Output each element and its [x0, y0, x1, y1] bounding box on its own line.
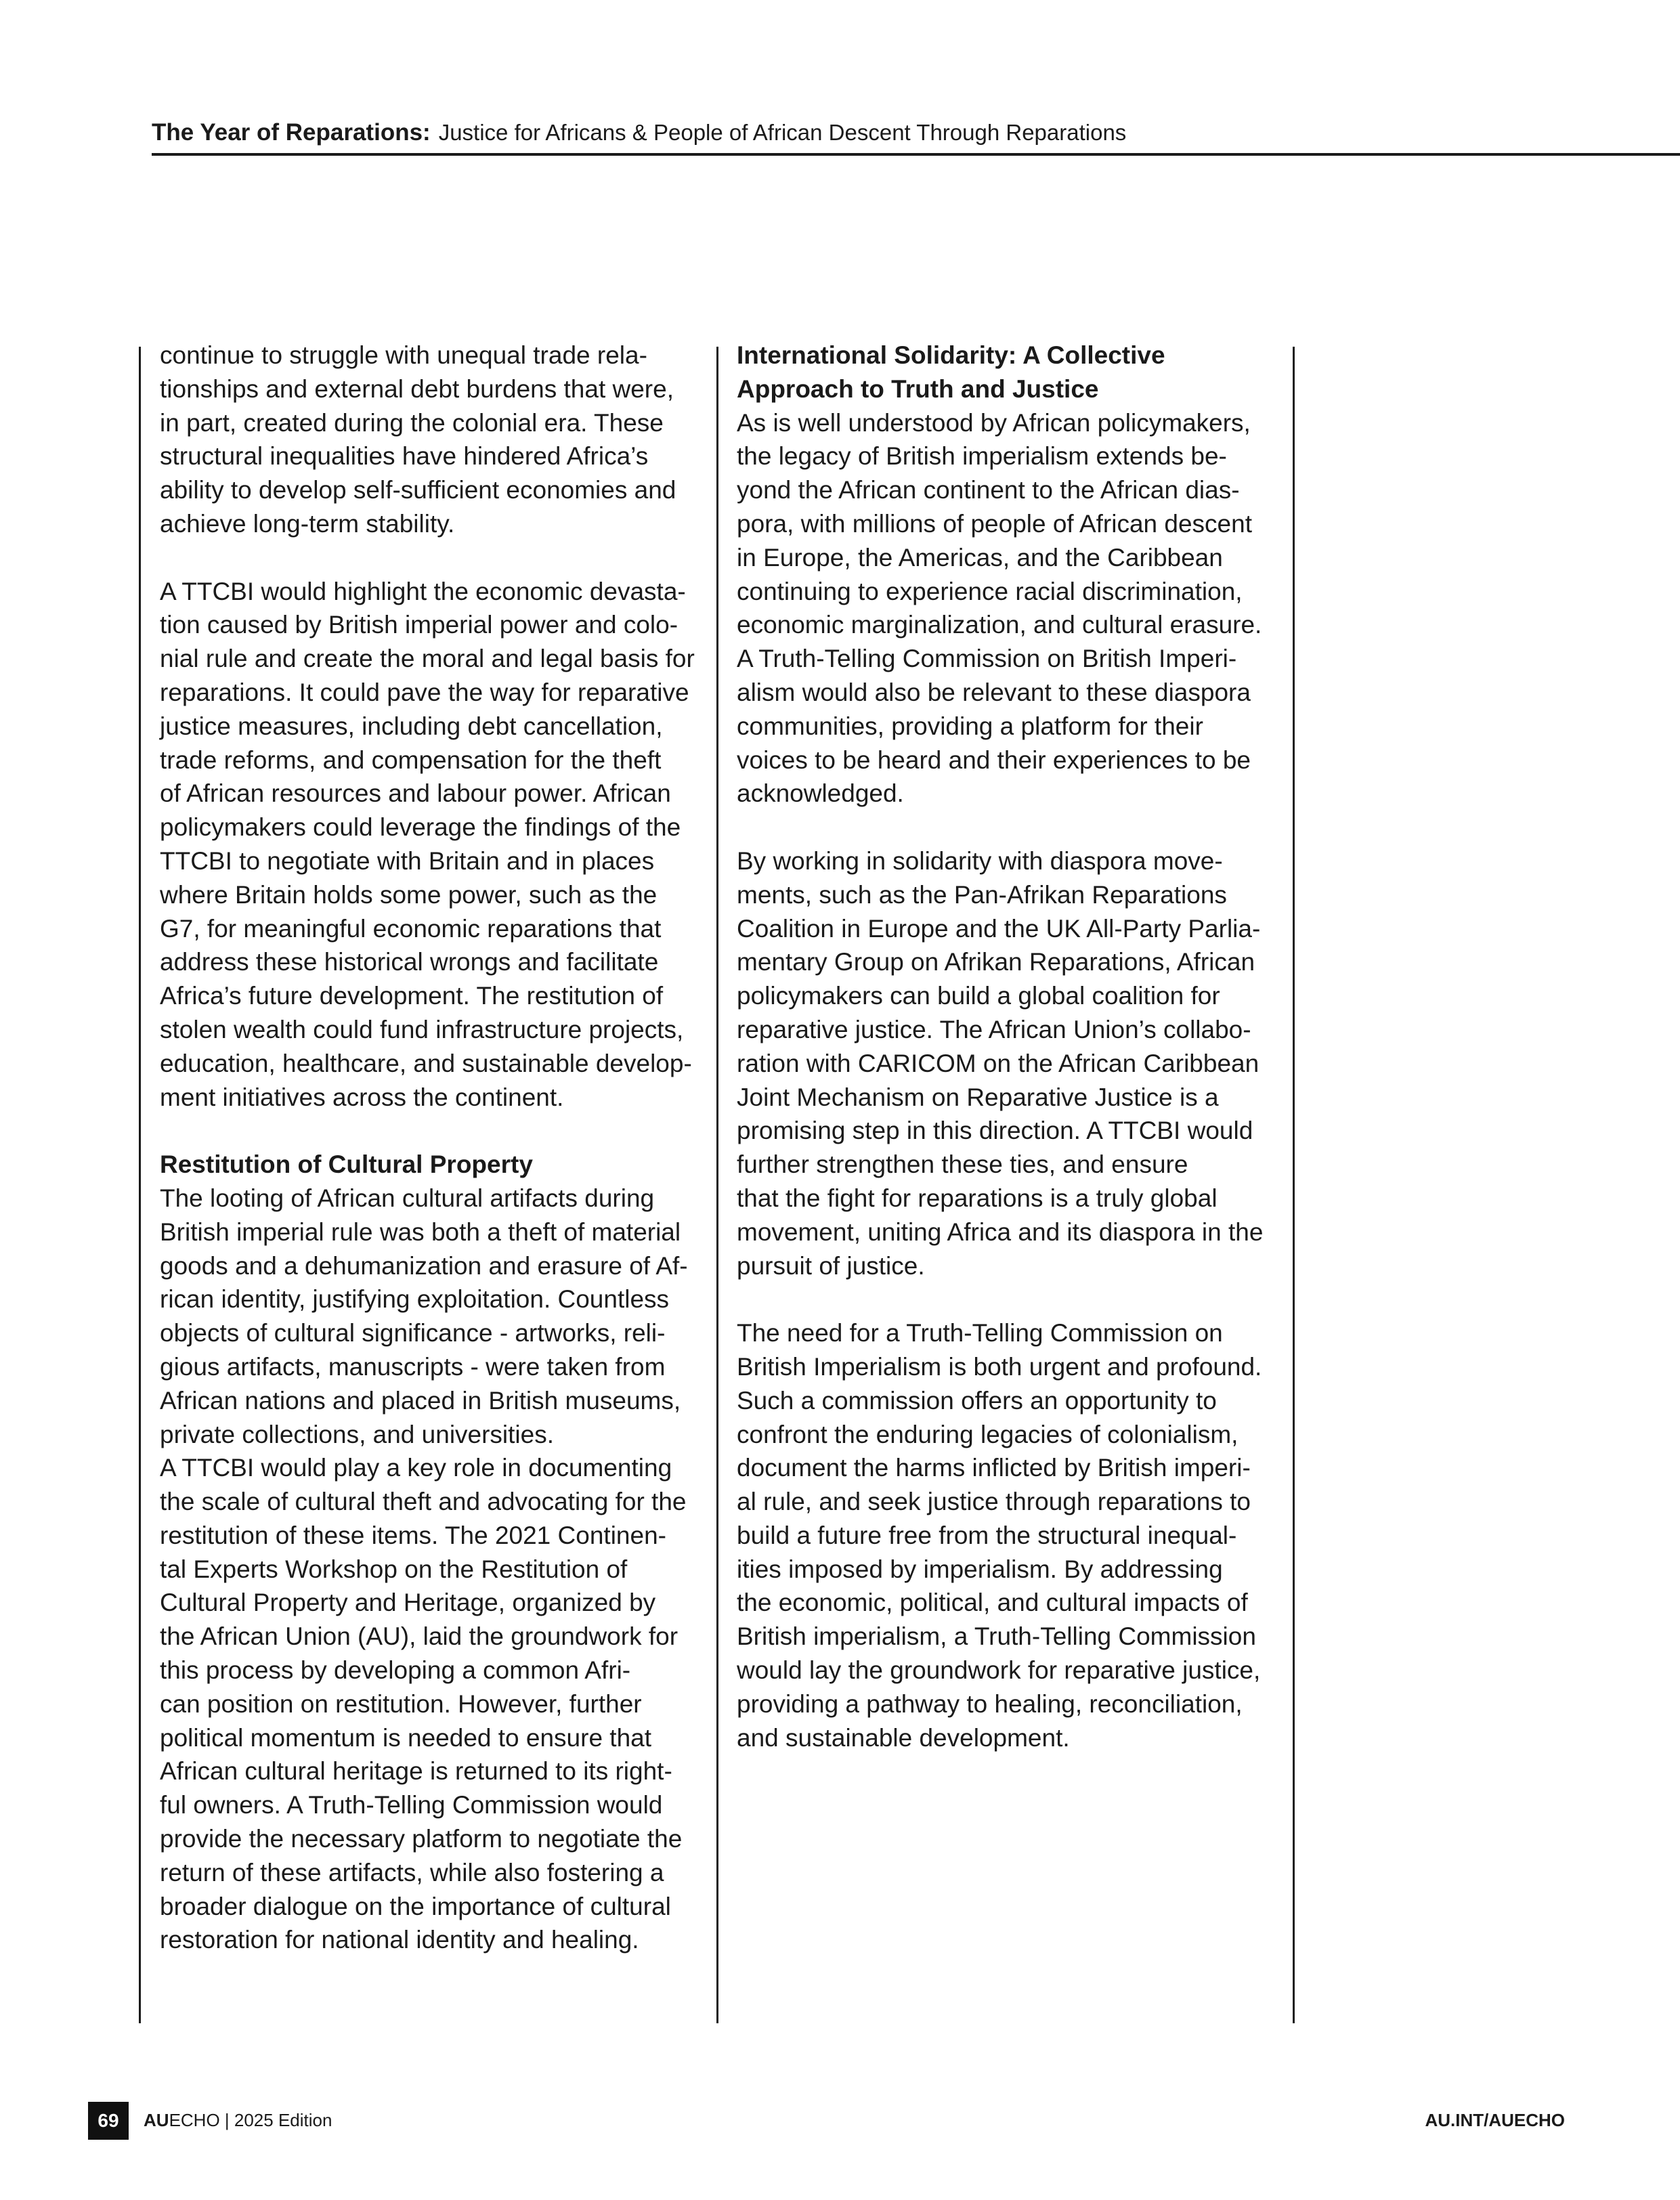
text-line: the scale of cultural theft and advocating for the	[160, 1488, 687, 1516]
text-line: the economic, political, and cultural impacts of	[737, 1589, 1248, 1617]
text-line: education, healthcare, and sustainable develop-	[160, 1049, 692, 1077]
text-line: stolen wealth could fund infrastructure projects,	[160, 1015, 684, 1043]
text-line: A TTCBI would play a key role in documenting	[160, 1454, 672, 1482]
text-line: build a future free from the structural inequal-	[737, 1521, 1237, 1549]
text-line: return of these artifacts, while also fostering a	[160, 1858, 664, 1886]
heading-line: International Solidarity: A Collective	[737, 341, 1165, 369]
text-line: tal Experts Workshop on the Restitution of	[160, 1555, 628, 1583]
text-line: British imperialism, a Truth-Telling Commission	[737, 1622, 1256, 1651]
text-line: restitution of these items. The 2021 Continen-	[160, 1521, 666, 1549]
text-line: address these historical wrongs and facilitate	[160, 948, 659, 976]
text-line: continue to struggle with unequal trade rela-	[160, 341, 647, 369]
text-line: acknowledged.	[737, 779, 904, 808]
text-line: Cultural Property and Heritage, organized by	[160, 1589, 656, 1617]
text-line: political momentum is needed to ensure that	[160, 1723, 652, 1752]
footer-publication	[144, 2108, 332, 2132]
text-line: policymakers could leverage the findings of the	[160, 813, 681, 842]
text-line: structural inequalities have hindered Africa’s	[160, 442, 649, 471]
text-line: British Imperialism is both urgent and profound.	[737, 1352, 1262, 1381]
left-column	[160, 339, 702, 1957]
right-paragraph-2	[737, 844, 1278, 1282]
page-number: 69	[88, 2102, 129, 2140]
text-line: A Truth-Telling Commission on British Imperi-	[737, 645, 1237, 673]
left-paragraph-2	[160, 575, 702, 1115]
text-line: trade reforms, and compensation for the theft	[160, 746, 662, 774]
text-line: ful owners. A Truth-Telling Commission would	[160, 1791, 663, 1819]
header-subtitle: Justice for Africans & People of African Descent Through Reparations	[438, 120, 1127, 145]
text-line: this process by developing a common Afri-	[160, 1656, 631, 1685]
right-column	[737, 339, 1278, 1754]
text-line: further strengthen these ties, and ensure	[737, 1150, 1188, 1179]
left-paragraph-3	[160, 1182, 702, 1451]
text-line: achieve long-term stability.	[160, 509, 455, 538]
text-line: and sustainable development.	[737, 1723, 1070, 1752]
text-line: movement, uniting Africa and its diaspora in the	[737, 1217, 1264, 1246]
text-line: reparative justice. The African Union’s collabo-	[737, 1015, 1251, 1043]
text-line: justice measures, including debt cancellation,	[160, 712, 663, 740]
text-line: broader dialogue on the importance of cultural	[160, 1892, 671, 1920]
text-line: ments, such as the Pan-Afrikan Reparations	[737, 880, 1227, 909]
text-line: G7, for meaningful economic reparations that	[160, 914, 662, 943]
header-title: The Year of Reparations:	[152, 119, 431, 146]
text-line: As is well understood by African policymakers,	[737, 408, 1251, 437]
text-line: ities imposed by imperialism. By addressing	[737, 1555, 1223, 1583]
column-rule-right	[1293, 347, 1295, 2023]
text-line: continuing to experience racial discrimination,	[737, 577, 1243, 605]
text-line: pursuit of justice.	[737, 1251, 925, 1280]
left-paragraph-4	[160, 1451, 702, 1957]
footer-brand-bold: AU	[144, 2110, 169, 2130]
text-line: British imperial rule was both a theft of material	[160, 1217, 681, 1246]
text-line: the legacy of British imperialism extends be-	[737, 442, 1227, 471]
text-line: where Britain holds some power, such as the	[160, 880, 658, 909]
text-line: economic marginalization, and cultural erasure.	[737, 611, 1262, 639]
text-line: Joint Mechanism on Reparative Justice is a	[737, 1083, 1219, 1111]
text-line: reparations. It could pave the way for reparative	[160, 678, 689, 706]
text-line: that the fight for reparations is a truly global	[737, 1184, 1218, 1212]
text-line: would lay the groundwork for reparative justice,	[737, 1656, 1261, 1685]
text-line: Such a commission offers an opportunity to	[737, 1386, 1217, 1415]
section-heading-solidarity	[737, 339, 1278, 406]
text-line: communities, providing a platform for their	[737, 712, 1203, 740]
text-line: The looting of African cultural artifacts during	[160, 1184, 655, 1212]
text-line: By working in solidarity with diaspora move-	[737, 846, 1223, 875]
text-line: restoration for national identity and healing.	[160, 1926, 639, 1954]
text-line: objects of cultural significance - artworks, reli-	[160, 1319, 666, 1347]
right-paragraph-1	[737, 406, 1278, 811]
column-rule-middle	[716, 347, 718, 2023]
text-line: tionships and external debt burdens that were,	[160, 374, 674, 403]
text-line: provide the necessary platform to negotiate the	[160, 1825, 683, 1853]
heading-line: Approach to Truth and Justice	[737, 374, 1099, 403]
text-line: ration with CARICOM on the African Caribbean	[737, 1049, 1259, 1077]
text-line: can position on restitution. However, further	[160, 1689, 642, 1718]
text-line: A TTCBI would highlight the economic devasta-	[160, 577, 686, 605]
text-line: yond the African continent to the African dias-	[737, 476, 1240, 504]
text-line: ment initiatives across the continent.	[160, 1083, 564, 1111]
text-line: TTCBI to negotiate with Britain and in places	[160, 846, 655, 875]
text-line: mentary Group on Afrikan Reparations, African	[737, 948, 1255, 976]
text-line: the African Union (AU), laid the groundwork for	[160, 1622, 679, 1651]
left-paragraph-1	[160, 339, 702, 541]
section-heading-restitution: Restitution of Cultural Property	[160, 1150, 533, 1179]
text-line: policymakers can build a global coalition for	[737, 982, 1220, 1010]
text-line: nial rule and create the moral and legal basis for	[160, 645, 695, 673]
text-line: goods and a dehumanization and erasure of Af-	[160, 1251, 688, 1280]
text-line: ability to develop self-sufficient economies and	[160, 476, 676, 504]
text-line: gious artifacts, manuscripts - were taken from	[160, 1352, 666, 1381]
text-line: pora, with millions of people of African descent	[737, 509, 1252, 538]
text-line: promising step in this direction. A TTCBI would	[737, 1117, 1253, 1145]
text-line: in part, created during the colonial era. These	[160, 408, 664, 437]
text-line: confront the enduring legacies of colonialism,	[737, 1420, 1239, 1448]
text-line: rican identity, justifying exploitation. Countless	[160, 1285, 670, 1314]
text-line: Coalition in Europe and the UK All-Party Parlia-	[737, 914, 1261, 943]
footer-brand-rest: ECHO | 2025 Edition	[169, 2110, 332, 2130]
column-rule-left	[139, 347, 141, 2023]
text-line: private collections, and universities.	[160, 1420, 555, 1448]
text-line: African nations and placed in British museums,	[160, 1386, 681, 1415]
text-line: providing a pathway to healing, reconciliation,	[737, 1689, 1243, 1718]
text-line: alism would also be relevant to these diaspora	[737, 678, 1251, 706]
text-line: Africa’s future development. The restitution of	[160, 982, 664, 1010]
text-line: of African resources and labour power. African	[160, 779, 671, 808]
running-header	[152, 119, 1680, 156]
footer-url: AU.INT/AUECHO	[1425, 2110, 1565, 2130]
text-line: tion caused by British imperial power and colo-	[160, 611, 679, 639]
text-line: The need for a Truth-Telling Commission on	[737, 1319, 1223, 1347]
text-line: voices to be heard and their experiences to be	[737, 746, 1251, 774]
text-line: in Europe, the Americas, and the Caribbean	[737, 543, 1223, 571]
text-line: document the harms inflicted by British imperi-	[737, 1454, 1251, 1482]
right-paragraph-3	[737, 1316, 1278, 1754]
text-line: al rule, and seek justice through reparations to	[737, 1488, 1251, 1516]
text-line: African cultural heritage is returned to its right-	[160, 1757, 672, 1786]
